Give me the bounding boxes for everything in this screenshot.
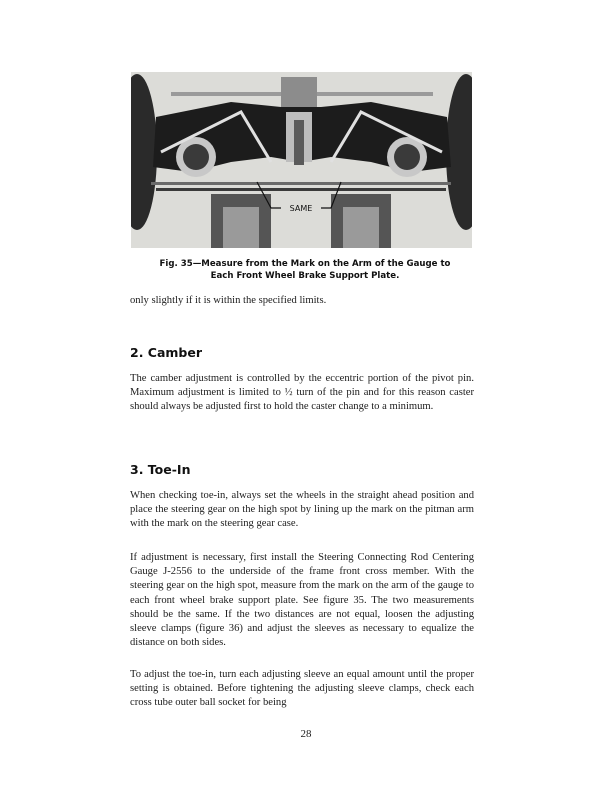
section-heading-toe-in: 3. Toe-In	[130, 462, 191, 477]
toe-in-paragraph-1: When checking toe-in, always set the wheels in the straight ahead position and place the steering gear on the high spot by lining up the mark on the pitman arm with the mark on the steering gear case.	[130, 490, 474, 530]
camber-paragraph: The camber adjustment is controlled by the eccentric portion of the pivot pin. Maximum adjustment is limited to ½ turn of the pin and for this reason caster should always be adjusted first to hold the caster change to a minimum.	[130, 373, 474, 413]
section-heading-camber: 2. Camber	[130, 345, 203, 360]
figure-caption	[130, 258, 480, 282]
same-label: SAME	[289, 204, 313, 213]
front-suspension-image	[131, 72, 472, 248]
toe-in-paragraph-3: To adjust the toe-in, turn each adjusting sleeve an equal amount until the proper setting is obtained. Before tightening the adjusting sleeve clamps, check each cross tube outer ball socket for being	[130, 669, 474, 709]
toe-in-paragraph-2: If adjustment is necessary, first install the Steering Connecting Rod Centering Gauge J-2556 to the underside of the frame front cross member. With the steering gear on the high spot, measure from the mark on the arm of the gauge to each front wheel brake support plate. See figure 35. The two measurements should be the same. If the two distances are not equal, loosen the adjusting sleeve clamps (figure 36) and adjust the sleeves as necessary to equalize the distance on both sides.	[130, 552, 474, 649]
caption-line-2: Each Front Wheel Brake Support Plate.	[210, 271, 400, 281]
continuation-text: only slightly if it is within the specified limits.	[130, 295, 327, 306]
caption-line-1: Fig. 35—Measure from the Mark on the Arm of the Gauge to	[159, 259, 451, 269]
figure-35-photo	[131, 72, 472, 248]
page-number: 28	[300, 728, 312, 740]
